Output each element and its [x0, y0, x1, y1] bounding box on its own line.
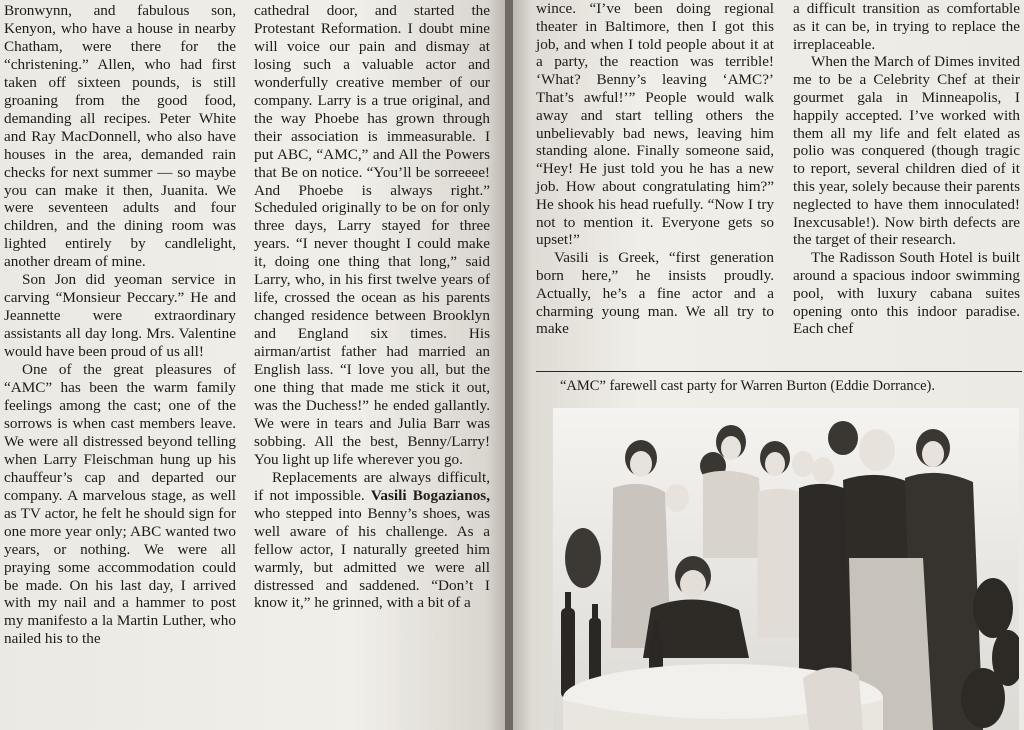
column-1	[4, 2, 236, 648]
photo-caption: “AMC” farewell cast party for Warren Burton (Eddie Dorrance).	[560, 378, 936, 394]
column-3	[536, 0, 774, 338]
photo-illustration	[553, 408, 1019, 730]
paragraph: cathedral door, and started the Protestant Reformation. I doubt mine will voice our pain and dismay at losing such a valuable actor and wonderfully creative member of our company. Larry is a true original, and the way Phoebe has grown through their association is immeasurable. I put ABC, “AMC,” and All the Powers that Be on notice. “You’ll be sorreeee! And Phoebe is always right.” Scheduled originally to be on for only three days, Larry stayed for three years. “I never thought I could make it, doing one thing that long,” said Larry, who, in his first twelve years of life, crossed the ocean as his parents changed residence between Brooklyn and England six times. His airman/artist father had married an English lass. “I love you all, but the one thing that made me stick it out, was the Duchess!” he ended gallantly. We were in tears and Julia Barr was sobbing. All the best, Benny/Larry! You light up life wherever you go.	[254, 2, 490, 468]
column-2	[254, 2, 490, 612]
paragraph: Vasili is Greek, “first generation born here,” he insists proudly. Actually, he’s a fine actor and a charming young man. We all try to make	[536, 249, 774, 338]
bold-name: Vasili Bogazianos,	[370, 486, 490, 504]
paragraph: Bronwynn, and fabulous son, Kenyon, who have a house in nearby Chatham, were there for the “christening.” Allen, who had first taken off sixteen pounds, is still groaning from the good food, demanding all recipes. Peter White and Ray MacDonnell, who also have houses in the area, demanded rain checks for next summer — so maybe you can make it then, Juanita. We were seventeen adults and four children, and the dining room was lighted entirely by candlelight, another dream of mine.	[4, 2, 236, 271]
paragraph: The Radisson South Hotel is built around a spacious indoor swimming pool, with luxury cabana suites opening onto this indoor paradise. Each chef	[793, 249, 1020, 338]
cast-party-photo	[553, 408, 1019, 730]
paragraph: One of the great pleasures of “AMC” has been the warm family feelings among the cast; one of the sorrows is when cast members leave. We were all distressed beyond telling when Larry Fleischman hung up his chauffeur’s cap and departed our company. A marvelous stage, as well as TV actor, he felt he should sign for one more year only; ABC wanted two years, or nothing. We were all praying some accommodation could be made. On his last day, I arrived with my nail and a hammer to post my manifesto a la Martin Luther, who nailed his to the	[4, 361, 236, 648]
paragraph: wince. “I’ve been doing regional theater in Baltimore, then I got this job, and when I told people about it at a party, the reaction was terrible! ‘What? Benny’s leaving ‘AMC?’ That’s awful!’” People would walk away and start telling others the unbelievably bad news, leaving him standing alone. Finally someone said, “Hey! He just told you he has a new job. How about congratulating him?” He shook his head ruefully. “Now I try not to mention it. Everyone gets so upset!”	[536, 0, 774, 249]
photo-divider-rule	[536, 371, 1022, 372]
column-4	[793, 0, 1020, 338]
paragraph-rest: who stepped into Benny’s shoes, was well aware of his challenge. As a fellow actor, I naturally greeted him warmly, but admitted we were all distressed and saddened. “Don’t I know it,” he grinned, with a bit of a	[254, 504, 490, 612]
paragraph: a difficult transition as comfortable as it can be, in trying to replace the irreplaceable.	[793, 0, 1020, 53]
paragraph: Son Jon did yeoman service in carving “Monsieur Peccary.” He and Jeannette were extraordinary assistants all day long. Mrs. Valentine would have been proud of us all!	[4, 271, 236, 361]
paragraph: When the March of Dimes invited me to be a Celebrity Chef at their gourmet gala in Minneapolis, I happily accepted. I’ve worked with them all my life and felt elated as polio was conquered (though tragic to report, several children died of it this year, solely because their parents neglected to have them innoculated! Inexcusable!). Now birth defects are the target of their research.	[793, 53, 1020, 249]
page-gutter	[505, 0, 513, 730]
paragraph	[254, 469, 490, 613]
paragraph-lead: Replacements are always difficult, if not impossible.	[254, 468, 490, 504]
